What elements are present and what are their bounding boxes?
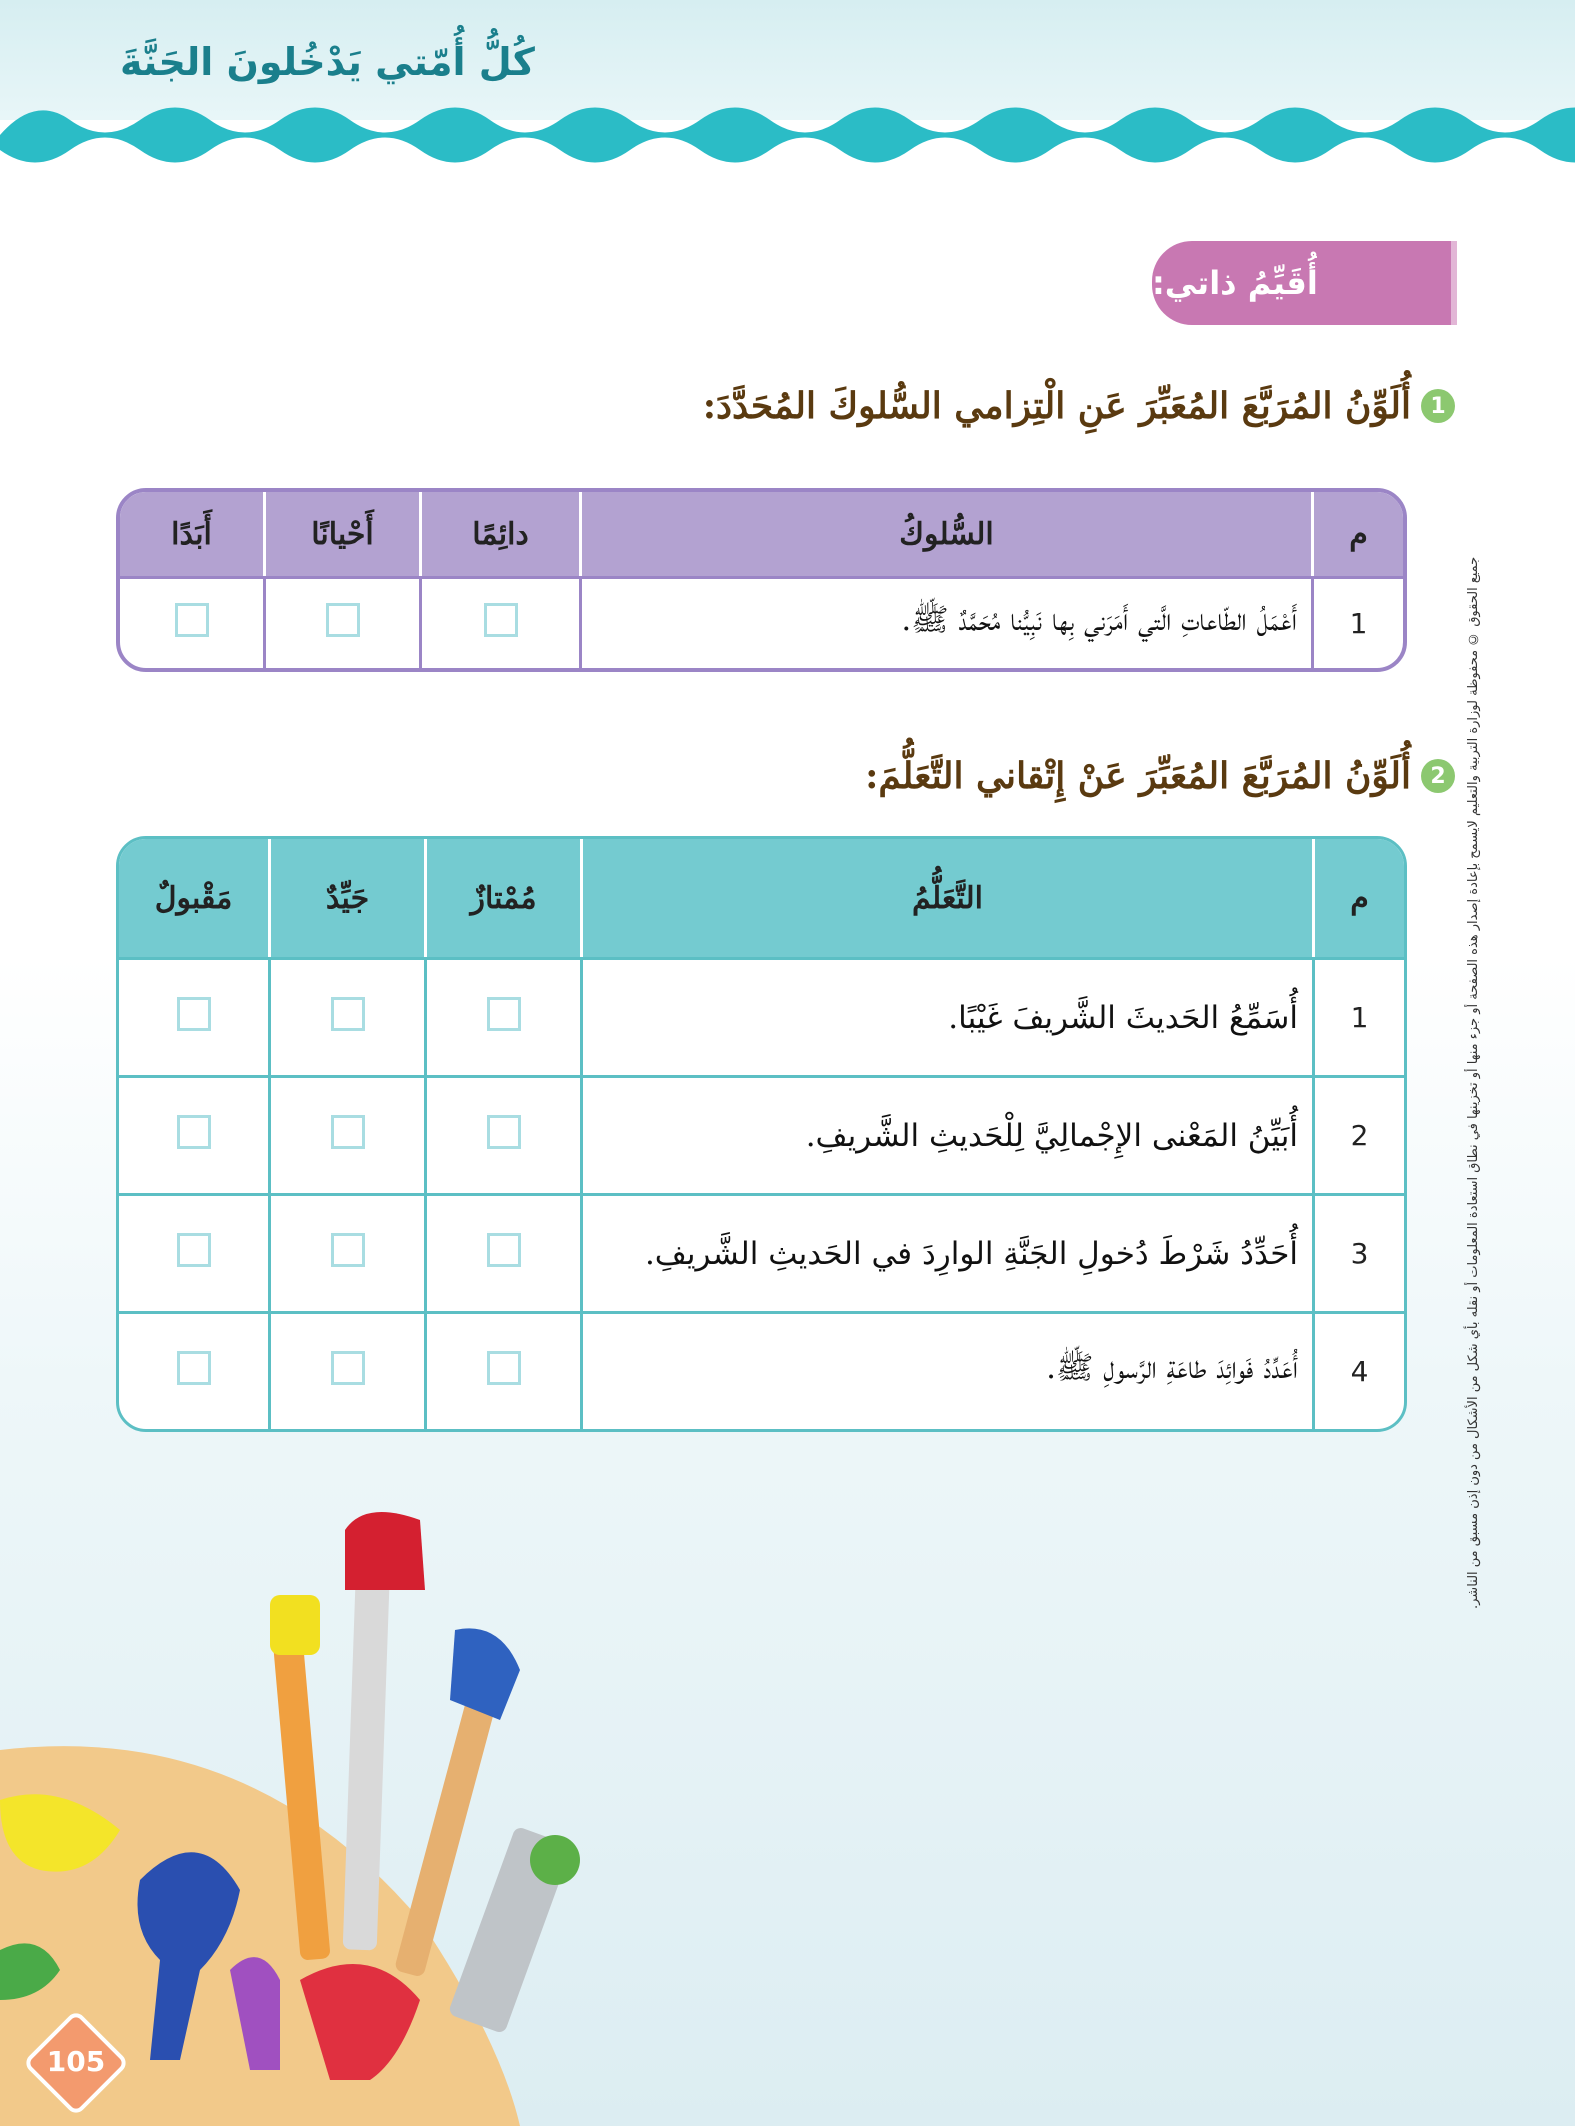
checkbox-good[interactable] [331,1115,365,1149]
header-sometimes: أَحْيانًا [263,492,419,576]
row-text: أُبَيِّنُ المَعْنى الإِجْمالِيَّ لِلْحَديثِ الشَّريفِ. [580,1075,1312,1193]
header-number: م [1311,492,1403,576]
checkbox-sometimes[interactable] [326,603,360,637]
question-1 [703,385,1455,427]
row-text: أُسَمِّعُ الحَديثَ الشَّريفَ غَيْبًا. [580,957,1312,1075]
table-header-row [119,839,1404,957]
checkbox-excellent[interactable] [487,1351,521,1385]
copyright-notice: جميع الحقوق © محفوظة لوزارة التربية والتعليم لايسمح بإعادة إصدار هذه الصفحة أو جزء منها أو تخزينها في نطاق استعادة المعلومات أو نقله بأي شكل من الأشكال من دون إذن مسبق من الناشر. [1466,556,1481,1609]
table-row [120,576,1403,668]
checkbox-acceptable[interactable] [177,1115,211,1149]
row-number: 4 [1312,1311,1404,1429]
header-number: م [1312,839,1404,957]
checkbox-good[interactable] [331,1233,365,1267]
row-number: 1 [1311,576,1403,668]
question-text: أُلَوِّنُ المُرَبَّعَ المُعَبِّرَ عَنْ إِتْقاني التَّعَلُّمَ: [865,755,1411,797]
row-text: أَعْمَلُ الطّاعاتِ الَّتي أَمَرَني بِها نَبِيُّنا مُحَمَّدٌ ﷺ. [579,576,1311,668]
checkbox-excellent[interactable] [487,997,521,1031]
table-row [119,1075,1404,1193]
header-acceptable: مَقْبولٌ [119,839,268,957]
checkbox-always[interactable] [484,603,518,637]
checkbox-acceptable[interactable] [177,997,211,1031]
question-2 [865,755,1455,797]
header-always: دائِمًا [419,492,579,576]
question-text: أُلَوِّنُ المُرَبَّعَ المُعَبِّرَ عَنِ الْتِزامي السُّلوكَ المُحَدَّدَ: [702,385,1411,427]
row-text: أُعَدِّدُ فَوائِدَ طاعَةِ الرَّسولِ ﷺ. [580,1311,1312,1429]
checkbox-excellent[interactable] [487,1115,521,1149]
header-excellent: مُمْتازٌ [424,839,580,957]
header-behavior: السُّلوكُ [579,492,1311,576]
table-row [119,957,1404,1075]
section-badge: أُقَيِّمُ ذاتي: [1152,241,1457,325]
question-number-badge: 1 [1421,389,1455,423]
page-number: 105 [46,2045,106,2078]
row-number: 2 [1312,1075,1404,1193]
row-number: 3 [1312,1193,1404,1311]
checkbox-excellent[interactable] [487,1233,521,1267]
header-learning: التَّعَلُّمُ [580,839,1312,957]
table-row [119,1193,1404,1311]
question-number-badge: 2 [1421,759,1455,793]
checkbox-acceptable[interactable] [177,1233,211,1267]
header-good: جَيِّدٌ [268,839,424,957]
row-text: أُحَدِّدُ شَرْطَ دُخولِ الجَنَّةِ الوارِدَ في الحَديثِ الشَّريفِ. [580,1193,1312,1311]
header-wave-banner [0,0,1575,175]
checkbox-good[interactable] [331,1351,365,1385]
header-never: أَبَدًا [120,492,263,576]
row-number: 1 [1312,957,1404,1075]
table-header-row [120,492,1403,576]
learning-table [116,836,1407,1432]
checkbox-acceptable[interactable] [177,1351,211,1385]
behavior-table [116,488,1407,672]
table-row [119,1311,1404,1429]
checkbox-never[interactable] [175,603,209,637]
checkbox-good[interactable] [331,997,365,1031]
page-title: كُلُّ أُمّتي يَدْخُلونَ الجَنَّةَ [120,40,535,84]
